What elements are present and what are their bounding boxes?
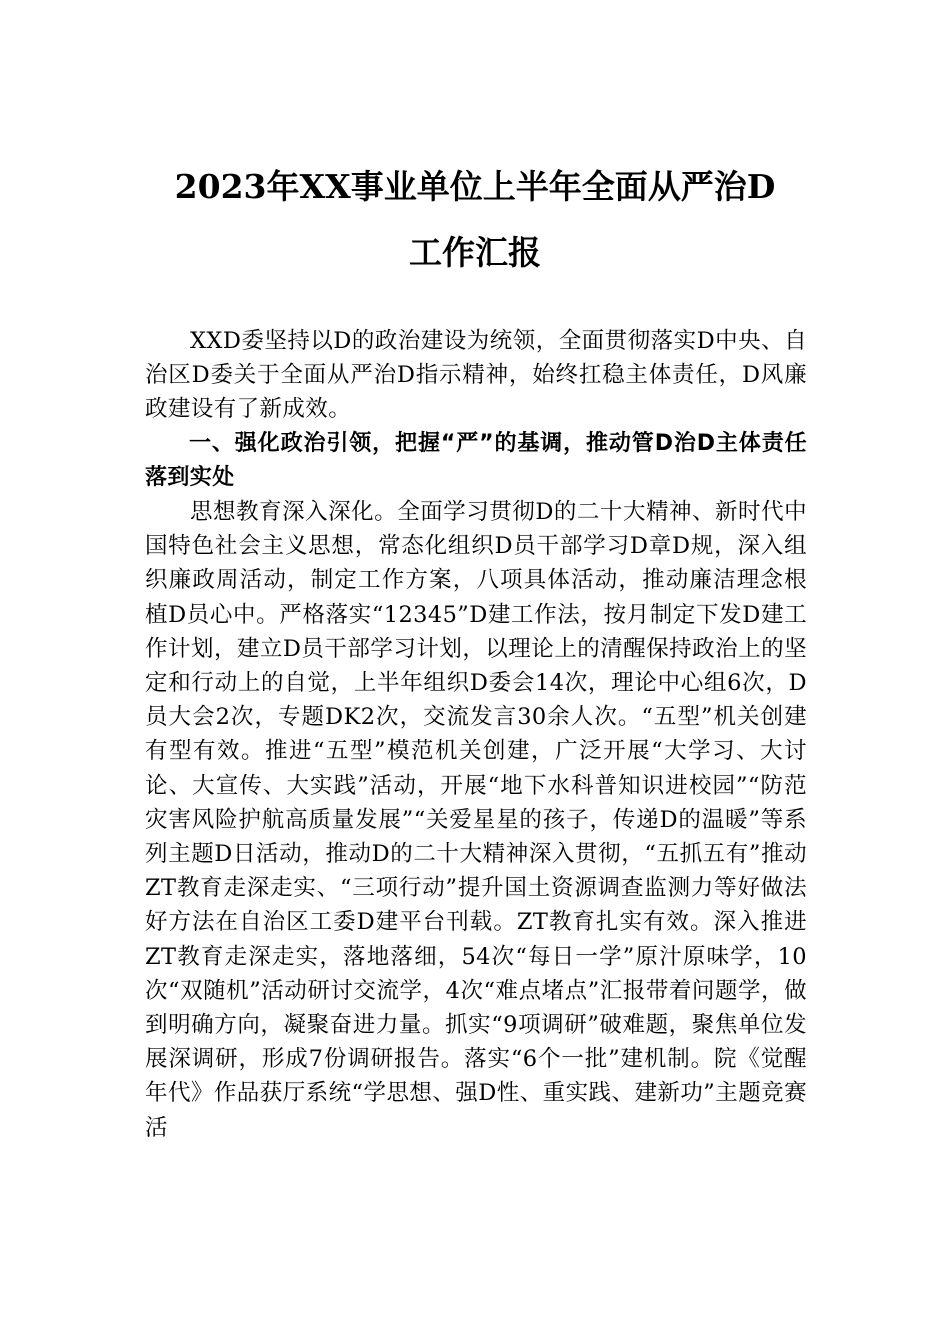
document-title-line-1: 2023年XX事业单位上半年全面从严治D bbox=[174, 167, 776, 206]
intro-paragraph: XXD委坚持以D的政治建设为统领，全面贯彻落实D中央、自治区D委关于全面从严治D指示精神，始终扛稳主体责任，D风廉政建设有了新成效。 bbox=[145, 328, 807, 423]
document-body bbox=[145, 324, 807, 1145]
section-1-paragraph: 思想教育深入深化。全面学习贯彻D的二十大精神、新时代中国特色社会主义思想，常态化组织D员干部学习D章D规，深入组织廉政周活动，制定工作方案，八项具体活动，推动廉洁理念根植D员心中。严格落实“12345”D建工作法，按月制定下发D建工作计划，建立D员干部学习计划，以理论上的清醒保持政治上的坚定和行动上的自觉，上半年组织D委会14次，理论中心组6次，D员大会2次，专题DK2次，交流发言30余人次。“五型”机关创建有型有效。推进“五型”模范机关创建，广泛开展“大学习、大讨论、大宣传、大实践”活动，开展“地下水科普知识进校园”“防范灾害风险护航高质量发展”“关爱星星的孩子，传递D的温暖”等系列主题D日活动，推动D的二十大精神深入贯彻，“五抓五有”推动ZT教育走深走实、“三项行动”提升国土资源调查监测力等好做法好方法在自治区工委D建平台刊载。ZT教育扎实有效。深入推进ZT教育走深走实，落地落细，54次“每日一学”原汁原味学，10次“双随机”活动研讨交流学，4次“难点堵点”汇报带着问题学，做到明确方向，凝聚奋进力量。抓实“9项调研”破难题，聚焦单位发展深调研，形成7份调研报告。落实“6个一批”建机制。院《觉醒年代》作品获厅系统“学思想、强D性、重实践、建新功”主题竞赛活 bbox=[145, 499, 807, 1141]
section-1-heading: 一、强化政治引领，把握“严”的基调，推动管D治D主体责任落到实处 bbox=[145, 430, 807, 490]
document-title-line-2: 工作汇报 bbox=[409, 233, 541, 272]
